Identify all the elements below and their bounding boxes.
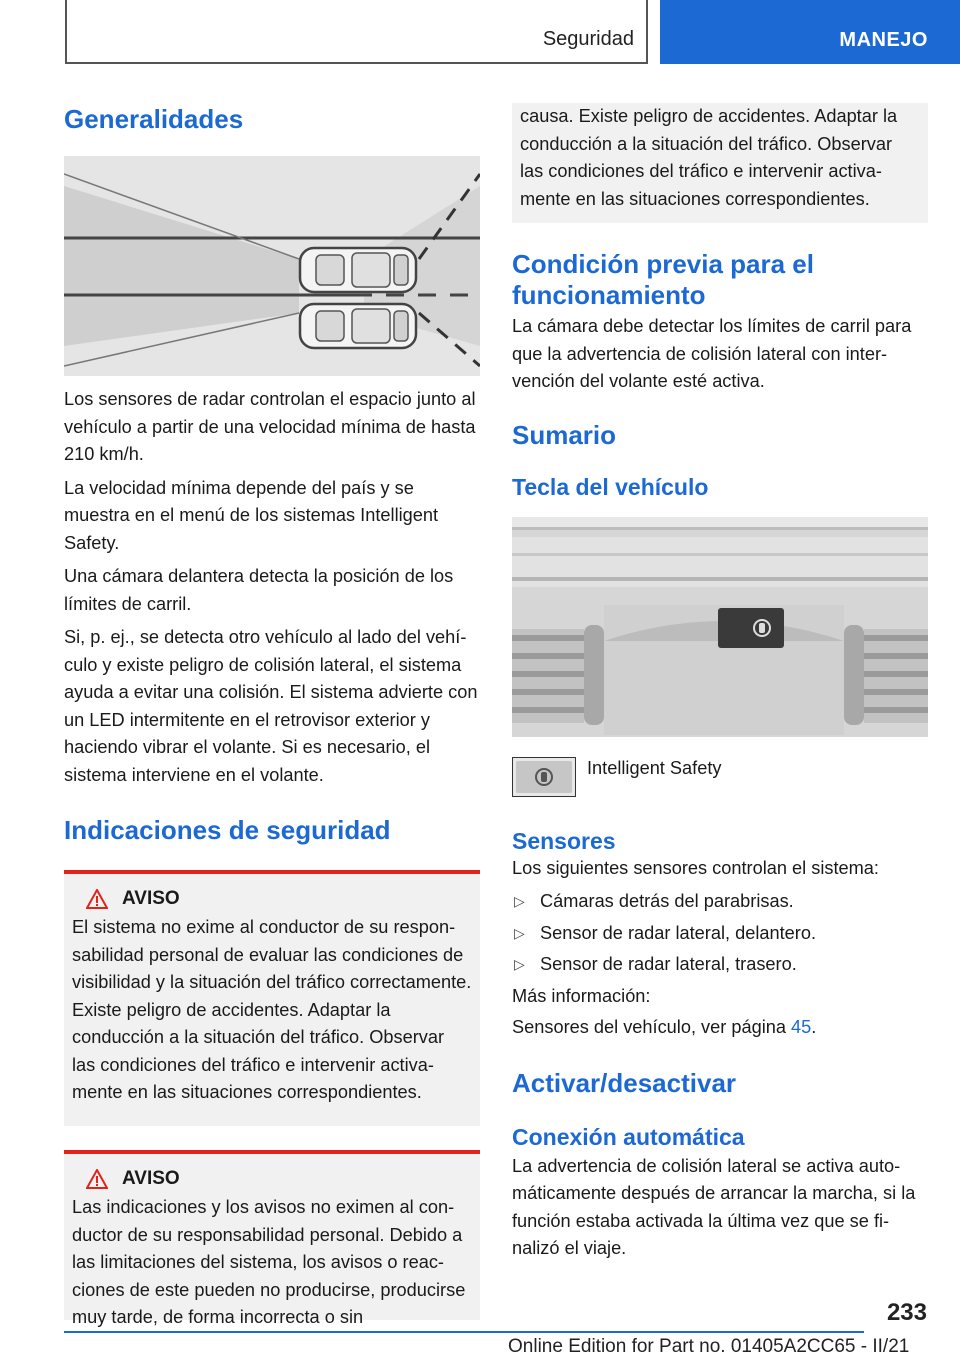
sensores-list — [512, 888, 928, 979]
dashboard-svg — [512, 517, 928, 737]
page-reference-link[interactable]: 45 — [791, 1017, 812, 1037]
header-section-title: Seguridad — [542, 28, 634, 50]
air-vent-left — [512, 625, 604, 725]
list-bullet-triangle-icon: ▷ — [514, 956, 525, 972]
header-chapter-box — [660, 0, 960, 64]
warning-bar — [64, 870, 480, 874]
list-item: ▷ Cámaras detrás del parabrisas. — [512, 888, 928, 916]
warning-triangle-icon — [86, 889, 108, 909]
paragraph: Si, p. ej., se detecta otro vehículo al lado del vehículo y existe peligro de colisión lateral, el sistema ayuda a evitar una colisión. El sistema advierte con un LED intermitente en el retrovisor exterior y haciendo vibrar el volante. Si es necesario, el sistema interviene en el volante. — [64, 627, 478, 785]
right-column — [512, 103, 928, 1263]
reference-line: Sensores del vehículo, ver página 45. — [512, 1017, 817, 1037]
warning-text: causa. Existe peligro de accidentes. Adaptar la conducción a la situación del tráfico. Observar las condiciones del tráfico e intervenir activamente en las situaciones correspondientes. — [520, 106, 898, 209]
air-vent-right — [844, 625, 928, 725]
list-bullet-triangle-icon: ▷ — [514, 893, 525, 909]
left-column — [64, 96, 480, 1327]
heading-sumario: Sumario — [512, 419, 617, 450]
page-number: 233 — [886, 1299, 927, 1326]
heading-sensores: Sensores — [512, 827, 616, 854]
heading-activar: Activar/desactivar — [512, 1067, 737, 1098]
warning-text: El sistema no exime al conductor de su responsabilidad personal de evaluar las condiciones de visibilidad y la situación del tráfico correctamente. Existe peligro de accidentes. Adaptar la conducción a la situación del tráfico. Observar las condiciones del tráfico e intervenir activamente en las situaciones correspondientes. — [72, 917, 472, 1102]
heading-generalidades: Generalidades — [64, 104, 244, 134]
warning-box-2 — [64, 1150, 480, 1327]
paragraph: Más información: — [512, 985, 651, 1006]
warning-triangle-icon — [86, 1169, 108, 1189]
heading-conexion: Conexión automática — [512, 1123, 745, 1150]
paragraph: La cámara debe detectar los límites de carril para que la advertencia de colisión lateral con intervención del volante esté activa. — [512, 316, 912, 391]
warning-bar — [64, 1150, 480, 1154]
header-chapter-title: MANEJO — [839, 29, 928, 51]
button-legend-label: Intelligent Safety — [587, 757, 722, 778]
heading-condicion: Condición previa para el funcionamiento — [512, 249, 814, 310]
paragraph: Una cámara delantera detecta la posición de los límites de carril. — [64, 566, 454, 614]
car-upper-icon — [300, 248, 416, 292]
header-section-box — [65, 0, 648, 64]
list-item: ▷ Sensor de radar lateral, trasero. — [512, 951, 928, 979]
vehicle-button-photo — [512, 517, 928, 737]
paragraph: La advertencia de colisión lateral se activa automáticamente después de arrancar la marcha, si la función estaba activada la última vez que se finalizó el viaje. — [512, 1155, 916, 1258]
list-item: ▷ Sensor de radar lateral, delantero. — [512, 920, 928, 948]
warning-title-text: AVISO — [122, 888, 180, 909]
warning-text: Las indicaciones y los avisos no eximen al conductor de su responsabilidad personal. Debido a las limitaciones del sistema, los avisos o reacciones de este pueden no producirse, producirse muy tarde, de forma incorrecta o sin — [72, 1197, 466, 1327]
intelligent-safety-button-icon — [512, 757, 576, 797]
warning-title-text: AVISO — [122, 1168, 180, 1189]
button-legend — [512, 757, 928, 797]
intro-paragraphs — [64, 386, 480, 789]
paragraph: La velocidad mínima depende del país y se muestra en el menú de los sistemas Intelligent Safety. — [64, 477, 439, 553]
heading-tecla: Tecla del vehículo — [512, 473, 709, 500]
warning-box-1 — [64, 870, 480, 1126]
paragraph: Los sensores de radar controlan el espacio junto al vehículo a partir de una velocidad mínima de hasta 210 km/h. — [64, 389, 476, 464]
car-lower-icon — [300, 304, 416, 348]
list-bullet-triangle-icon: ▷ — [514, 924, 525, 941]
paragraph: Los siguientes sensores controlan el sistema: — [512, 857, 879, 878]
radar-coverage-illustration — [64, 156, 480, 376]
footer-divider — [64, 1331, 864, 1333]
warning-title — [86, 884, 472, 914]
radar-coverage-svg — [64, 156, 480, 376]
intelligent-safety-button-photo — [718, 608, 784, 648]
heading-indicaciones: Indicaciones de seguridad — [64, 815, 391, 845]
warning-title — [86, 1164, 472, 1194]
edition-text: Online Edition for Part no. 01405A2CC65 - II/21 — [508, 1336, 910, 1357]
warning-box-2-continued — [512, 103, 928, 223]
